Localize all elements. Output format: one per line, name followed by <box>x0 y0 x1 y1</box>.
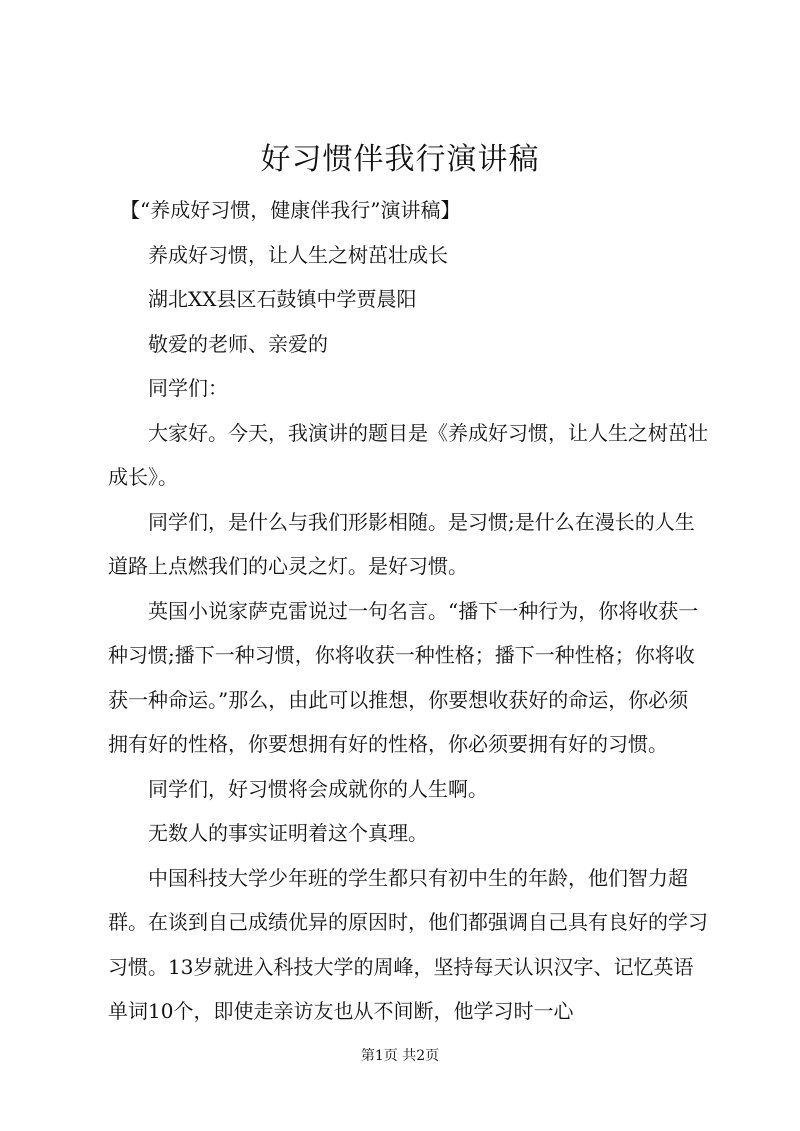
paragraph-habit-success: 同学们，好习惯将会成就你的人生啊。 <box>148 776 488 801</box>
salutation-line: 敬爱的老师、亲爱的 <box>148 331 328 356</box>
paragraph-greeting: 大家好。今天，我演讲的题目是《养成好习惯，让人生之树茁壮成长》。 <box>108 420 708 489</box>
bracket-heading: 【“养成好习惯，健康伴我行”演讲稿】 <box>120 198 461 222</box>
paragraph-ustc-example: 中国科技大学少年班的学生都只有初中生的年龄，他们智力超群。在谈到自己成绩优异的原因时，他们都强调自己具有良好的学习习惯。13岁就进入科技大学的周峰，坚持每天认识汉字、记忆英语单词10个，即使走亲访友也从不间断，他学习时一心 <box>108 865 708 1023</box>
author-line: 湖北XX县区石鼓镇中学贾晨阳 <box>148 287 417 311</box>
paragraph-truth: 无数人的事实证明着这个真理。 <box>148 821 428 845</box>
document-title: 好习惯伴我行演讲稿 <box>260 142 540 177</box>
salutation-line-2: 同学们： <box>148 376 228 400</box>
document-body <box>108 188 708 1034</box>
paragraph-habit-question: 同学们，是什么与我们形影相随。是习惯;是什么在漫长的人生道路上点燃我们的心灵之灯。是好习惯。 <box>108 509 695 578</box>
speech-subtitle: 养成好习惯，让人生之树茁壮成长 <box>148 242 448 267</box>
page-footer: 第1页 共2页 <box>360 1048 440 1064</box>
paragraph-thackeray-quote: 英国小说家萨克雷说过一句名言。“播下一种行为，你将收获一种习惯;播下一种习惯，你将收获一种性格；播下一种性格；你将收获一种命运。”那么，由此可以推想，你要想收获好的命运，你必须拥有好的性格，你要想拥有好的性格，你必须要拥有好的习惯。 <box>108 598 699 756</box>
